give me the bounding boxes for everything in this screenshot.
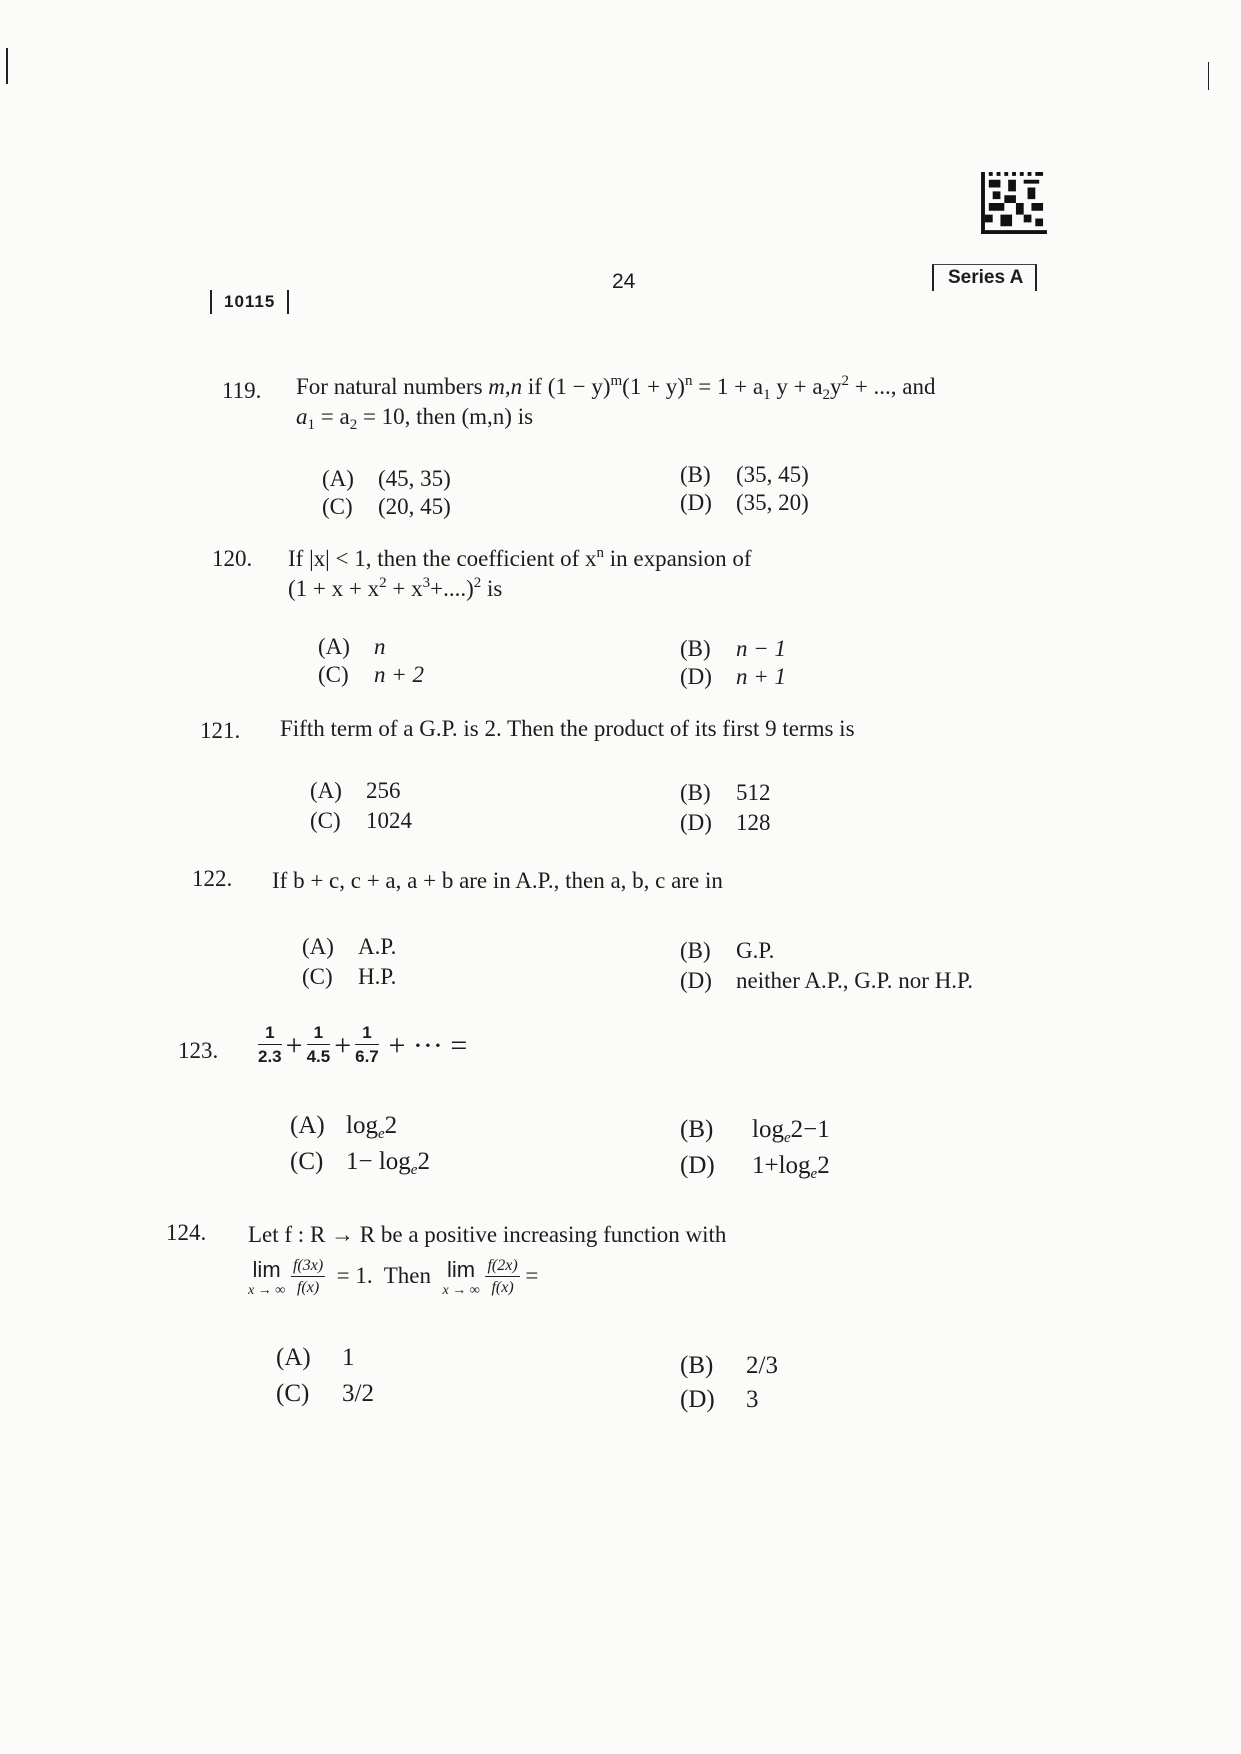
option-d: (D) $1+\log_e2$ [680, 1152, 830, 1182]
question-number: 123. [178, 1038, 219, 1063]
fraction: $\frac{f(3x)}{f(x)}$ [292, 1257, 324, 1296]
option-d: (D) 3 [680, 1386, 759, 1413]
option-b: (B) (35, 45) [680, 462, 809, 487]
left-margin-mark [6, 48, 8, 84]
option-b: (B) 2/3 [680, 1352, 778, 1379]
option-b: (B) $\log_e2-1$ [680, 1116, 830, 1146]
page-number: 24 [612, 270, 636, 293]
paper-code: 10115 [210, 290, 289, 314]
question-124-text: Let f : R → R be a positive increasing function with lim x → ∞ $\frac{f(3x)}{f(x)}$ = 1. Then lim x → ∞ $\frac{f(2x)}{f(x)}$ = [248, 1222, 727, 1298]
limit: lim x → ∞ [248, 1256, 286, 1298]
question-123-text: $\frac{1}{2.3}$ + $\frac{1}{4.5}$ + $\frac{1}{6.7}$ + ··· = [258, 1022, 658, 1069]
limit: lim x → ∞ [442, 1256, 480, 1298]
option-c: (C) $1- \log_e2$ [290, 1148, 430, 1178]
series-label: Series A [932, 264, 1037, 291]
fraction: $\frac{1}{6.7}$ [355, 1023, 379, 1066]
question-119-text: For natural numbers m,n if $(1 - y)^m(1 + y)^n = 1 + a_1$ $y + a_2y^2$ + ..., and $a_1 = a_2 = 10$, then (m,n) is [296, 373, 936, 433]
question-120-text: If |x| < 1, then the coefficient of $x^n$ in expansion of $(1 + x + x^2 + x^3+....)^2$ is [288, 545, 752, 601]
question-122-text: If b + c, c + a, a + b are in A.P., then a, b, c are in [272, 868, 723, 893]
option-d: (D) neither A.P., G.P. nor H.P. [680, 968, 974, 993]
option-a: (A) 256 [310, 778, 401, 803]
question-number: 119. [222, 378, 262, 403]
question-121-text: Fifth term of a G.P. is 2. Then the product of its first 9 terms is [280, 716, 855, 741]
option-c: (C) (20, 45) [322, 494, 451, 519]
question-number: 120. [212, 546, 253, 571]
option-a: (A) $\log_e2$ [290, 1112, 398, 1142]
fraction: $\frac{1}{4.5}$ [306, 1023, 331, 1066]
option-c: (C) H.P. [302, 964, 397, 989]
option-b: (B) 512 [680, 780, 771, 805]
matrix-barcode [980, 172, 1048, 234]
fraction: $\frac{f(2x)}{f(x)}$ [487, 1257, 518, 1296]
question-number: 122. [192, 866, 233, 891]
option-c: (C) 3/2 [276, 1380, 374, 1407]
option-a: (A) A.P. [302, 934, 397, 959]
question-number: 124. [166, 1220, 207, 1245]
option-d: (D) 128 [680, 810, 771, 835]
option-a: (A) 1 [276, 1344, 355, 1371]
right-margin-mark [1208, 62, 1209, 90]
option-c: (C) n + 2 [318, 662, 425, 687]
option-a: (A) (45, 35) [322, 466, 451, 491]
option-c: (C) 1024 [310, 808, 412, 833]
question-number: 121. [200, 718, 241, 743]
option-b: (B) n − 1 [680, 636, 787, 661]
option-d: (D) n + 1 [680, 664, 787, 689]
fraction: $\frac{1}{2.3}$ [258, 1023, 282, 1066]
option-b: (B) G.P. [680, 938, 775, 963]
option-d: (D) (35, 20) [680, 490, 809, 515]
option-a: (A) n [318, 634, 386, 659]
